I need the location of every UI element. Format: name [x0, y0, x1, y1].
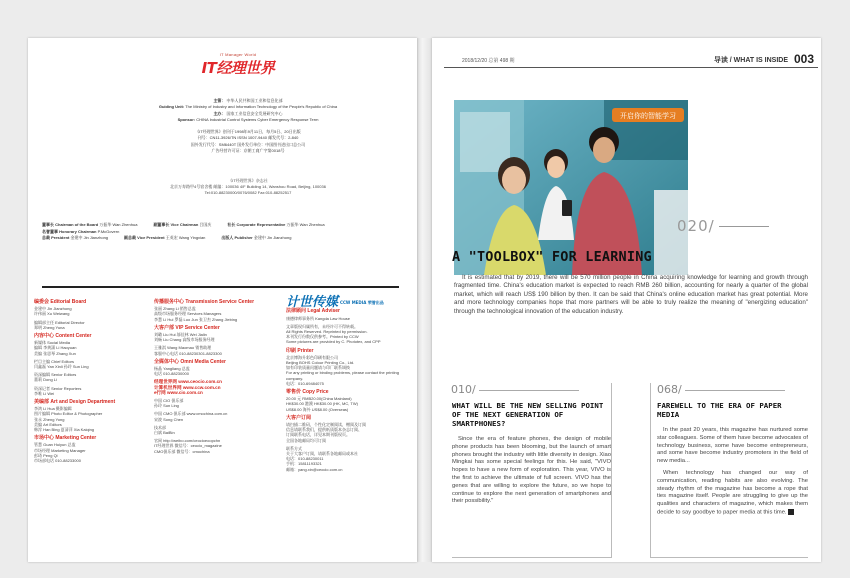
staff-section-title: 法律顾问 Legal Adviser: [286, 308, 340, 315]
staff-item: 刘畅 Liu Chang 高级市场服务经理: [154, 337, 215, 343]
staff-item: 技术部: [154, 424, 166, 430]
board-name: 万振华 Wan Zhenhua: [286, 222, 325, 227]
staff-item: 李唯 Li Wei: [34, 390, 55, 396]
staff-item: 北京博海升彩色印刷有限公司: [286, 354, 338, 360]
photo-banner: 开启你的智能学习: [620, 112, 676, 120]
staff-item: 请扫描二维码，个性化定制阅读，赠阅及订阅: [286, 421, 366, 427]
staff-item: 全国各地邮局均可订阅: [286, 437, 326, 443]
staff-section-title: 美编部 Art and Design Department: [34, 399, 116, 406]
board-name: P.McGovern: [97, 228, 120, 234]
left-page-masthead: [28, 38, 417, 562]
staff-item: 金建中 Jin Jianzhong: [34, 306, 72, 312]
end-mark-icon: [788, 509, 794, 515]
feature-text: It is estimated that by 2019, there will be 570 million people in China acquiring knowledge for learning and growth through fragmented time. China's education market is expected to reach RMB 260 billion, accounting for nearly a quarter of the global market, which will reach US$ 190 billion by then. It can be said that China's online education market has great potential. More and more technology companies hope that more partners will be able to truly realize the meaning of "energizing education" through the technological innovation of the education industry.: [454, 274, 808, 315]
staff-item: 宋波 Song Chen: [154, 416, 184, 422]
website-link: e行网 www.cio.com.cn: [154, 389, 203, 395]
logo-text: IT经理世界: [201, 59, 275, 77]
masthead-text: CHINA Industrial Control Systems Cyber Emergency Response Term: [195, 116, 319, 122]
staff-item: 信息请联系我们，提供纸质版本杂志订阅、: [286, 427, 362, 433]
staff-item: 闫鑫磊 Yan Xinli 孙玲 Sun Ling: [34, 364, 89, 370]
staff-item: 市场经理 Marketing Manager: [34, 447, 86, 453]
board-member: [221, 235, 291, 242]
article-number: 068/: [657, 383, 808, 396]
staff-item: 电话：010-88230011: [286, 456, 324, 462]
staff-section-title: 印刷 Printer: [286, 347, 314, 354]
staff-item: 中国 CMO 俱乐部 www.cmochina.com.cn: [154, 411, 228, 417]
staff-item: US$8.00 海外 US$8.00 (Overseas): [286, 406, 349, 412]
board-member: [227, 222, 324, 229]
staff-item: 邮箱：yang.xin@ceocio.com.cn: [286, 466, 343, 472]
staff-item: 彭琦 Peng Qi: [34, 452, 58, 458]
board-name: 吕国庆: [199, 222, 212, 227]
masthead-info: [98, 98, 398, 154]
staff-section-title: 编委会 Editorial Board: [34, 299, 87, 305]
staff-section-title: 大客户部 VIP Service Center: [154, 324, 220, 331]
website-link: 计算机世界网 www.ccw.com.cn: [154, 384, 221, 390]
publication-info-line: 刊号：CN11-3926/TN ISSN 1007-9440 邮发代号：2-840: [197, 135, 299, 141]
board-member: [153, 222, 211, 229]
staff-section-title: 传播服务中心 Transmission Service Center: [154, 299, 255, 305]
board-role: 社长 Corporate Representative: [227, 222, 287, 227]
staff-item: 王雅淇 Wang Maomao 销售助理: [154, 345, 212, 351]
page-header: [444, 52, 818, 68]
staff-item: 市场部电话 010-88233000: [34, 458, 81, 464]
board-name: 金建中 Jin Jianzhong: [253, 235, 292, 240]
staff-item: 刘璐 Liu Hui 邬佳林 Wei Jialin: [154, 332, 207, 338]
staff-column-3: [286, 295, 406, 472]
staff-item: HK$30.00 港澳 HK$30.00 (HK, MC, TW): [286, 401, 358, 407]
staff-column-2: [154, 300, 266, 454]
staff-item: 管慧 Guan Huiyun 总监: [34, 442, 76, 448]
publication-info-line: 广告经营许可证：京朝工商广字第0018号: [211, 148, 285, 154]
staff-item: 资深记者 Senior Reporters: [34, 385, 82, 391]
masthead-label: Sponsor:: [177, 116, 196, 122]
staff-item: 图片编辑 Photo Editor & Photographer: [34, 411, 103, 417]
staff-item: 张永 Zheng Yong: [34, 416, 65, 422]
board-role: 副总裁 Vice President: [124, 235, 166, 240]
staff-item: IT经理世界 微信号：ceocio_magazine: [154, 443, 222, 449]
staff-item: 许伟丽 Xu Weiwang: [34, 311, 70, 317]
magazine-logo: [183, 52, 293, 78]
page-number: 003: [793, 52, 814, 66]
board-role: 出版人 Publisher: [221, 235, 254, 240]
staff-item: 关于大客户订阅，请联系各地邮局或本社: [286, 450, 358, 456]
staff-item: All Rights Reserved. Reprinted by permission.: [286, 328, 368, 334]
staff-item: 韩淳 Han Bing 夏清萍 Xia Kaiqing: [34, 427, 95, 433]
staff-item: 新媒体 Social Media: [34, 340, 71, 346]
staff-item: 如有印装质量问题请与印厂联系调换: [286, 365, 350, 371]
publisher-line: Tel:010-88230000/0076/0082 Fax:010-88252517: [204, 190, 292, 195]
staff-item: 董莉 Dong Li: [34, 377, 57, 383]
article-text: In the past 20 years, this magazine has nurtured some star colleagues. Some of them have become advocates of technology business, some have become entrepreneurs, and some have become industry promoters in the field of new media...: [657, 427, 808, 465]
publication-info-line: 国外发行代号：SM6440T 国外发行单位：中国图书进出口总公司: [190, 141, 306, 147]
staff-item: 中国 CIO 俱乐部: [154, 398, 184, 404]
staff-item: 文章版权归属所有，未经许可不得转载。: [286, 323, 358, 329]
section-divider: [42, 286, 399, 288]
ccw-media-logo: 计世传媒 CCW MEDIA 荣誉出品: [286, 295, 384, 311]
staff-item: 联系方式: [286, 445, 302, 451]
website-link: 经理世界网 www.ceocio.com.cn: [154, 379, 222, 385]
board-name: 王英宏 Wang Yingxian: [165, 235, 206, 240]
feature-number: 020/: [677, 217, 769, 235]
article-number: 010/: [451, 383, 610, 396]
staff-item: 高级市场服务经理 Services Managers: [154, 311, 222, 317]
publisher-address: [98, 178, 398, 196]
staff-item: 美编 张思琴 Zhang Xun: [34, 350, 76, 356]
article-box-smartphones: [452, 383, 612, 558]
board-role: 副董事长 Vice Chairman: [153, 222, 200, 227]
publisher-line: 北京万寿路甲4号宿舍楼 邮编：100036 4/F Building 14, Wanshou Road, Beijing, 100036: [170, 184, 326, 189]
board-name: 金建中 Jin Jianzhong: [70, 235, 109, 240]
staff-item: Some pictures are provided by C. Phototex, and CPP: [286, 339, 381, 345]
issue-date: 2018/12/20 总第 498 期: [462, 58, 515, 64]
board-role: 总裁 President: [42, 235, 71, 240]
article-title: FAREWELL TO THE ERA OF PAPER MEDIA: [657, 401, 782, 419]
staff-item: 郑明 Zheng Yuna: [34, 324, 65, 330]
staff-item: 官网 http://weibo.com/ceocioeoopchn: [154, 438, 221, 444]
staff-item: 手机：15811193321: [286, 461, 322, 467]
staff-section-title: 零售价 Copy Price: [286, 388, 329, 395]
staff-section-title: 大客户订阅: [286, 414, 312, 421]
staff-item: 电话 010-88230000: [154, 371, 189, 377]
staff-section-title: 全媒体中心 Omni Media Center: [154, 358, 226, 365]
article-text: Since the era of feature phones, the design of mobile phone products has been blooming, but the launch of smart phones brought the industry with little diversity in design. Xiao Mingkai has some special feelings for this. He said, "VIVO hopes to have a new form of exploration. This year, VIVO is the first to achieve the ultimate of full screen. VIVO has the genes that are willing to explore the future, so we hope to continue to explore the next generation of smartphones and their possibility.": [452, 436, 611, 505]
staff-item: 资深编辑 Senior Editors: [34, 372, 77, 378]
staff-item: 编辑部主任 Editorial Director: [34, 319, 85, 325]
staff-item: 电话：010-69484075: [286, 380, 324, 386]
staff-item: 杨晶 Yangliang 总监: [154, 366, 190, 372]
masthead-label: Guiding Unit:: [158, 104, 185, 110]
right-page-contents: [432, 38, 821, 562]
board-member: [42, 235, 108, 242]
publisher-line: 《IT经理世界》杂志社: [228, 178, 268, 183]
staff-item: 栏目主编 Chief Editors: [34, 358, 75, 364]
staff-item: 编辑 李黄潇 Li Haoyuan: [34, 345, 77, 351]
staff-item: 白斌 BaiBin: [154, 430, 175, 436]
staff-item: 李慧 Li Hui 罗磊 Luo Jun 张卫杰 Zhang Jiebing: [154, 316, 238, 322]
staff-section-title: 市场中心 Marketing Center: [34, 435, 97, 442]
masthead-label: 主办：: [213, 110, 226, 116]
masthead-label: 主管：: [213, 98, 226, 103]
section-title: 导读 / WHAT IS INSIDE: [713, 57, 788, 64]
logo-subtitle: IT Manager World: [219, 52, 257, 57]
board-member: [124, 235, 205, 242]
article-text-continued: When technology has changed our way of communication, reading habits are also evolving. The steady rhythm of the magazine has become a rope that ties magazine itself. People are struggling to give up the qualities and characters of magazine, which makes them decide to say goodbye to paper media at this time.: [657, 469, 808, 516]
board-name: 万振华 Wan Zhenhua: [99, 222, 138, 227]
staff-item: 张丽 Zhang Li 销售总监: [154, 306, 196, 312]
staff-item: 康德律师事务所 Kangda Law House: [286, 315, 351, 321]
staff-column-1: [34, 300, 134, 463]
staff-item: CMO俱乐部 微信号：cmochina: [154, 448, 210, 454]
staff-item: 美编 Art Editors: [34, 421, 62, 427]
staff-item: 20.00 元 RMB20.00(China Mainland): [286, 396, 352, 402]
staff-item: For any printing or binding problems, please contact the printing company.: [286, 370, 399, 381]
board-members: [42, 222, 402, 242]
masthead-text: 中华人民共和国工业和信息化部: [225, 98, 283, 103]
magazine-spine: [416, 38, 432, 562]
staff-item: 李鸿 Li Hua 摄影编辑: [34, 406, 72, 412]
staff-item: 订阅联系电话，详见本期刊版权页。: [286, 432, 350, 438]
staff-item: Beijing BOHS Colour Printing Co., Ltd.: [286, 359, 355, 365]
masthead-text: 国家工业信息安全发展研究中心: [225, 110, 283, 116]
article-title: WHAT WILL BE THE NEW SELLING POINT OF THE NEXT GENERATION OF SMARTPHONES?: [452, 401, 604, 428]
feature-title: A "TOOLBOX" FOR LEARNING: [452, 249, 652, 265]
board-role: 董事长 Chairman of the Board: [42, 222, 100, 227]
article-box-paper-media: [650, 383, 808, 558]
board-role: 名誉董事 Honorary Chairman: [42, 228, 98, 234]
staff-item: 本刊发行份数仅供参考。Printed by CCW: [286, 334, 359, 340]
publication-info-line: 《IT经理世界》创刊于1998年9月11日，每月5日、20日出版: [195, 129, 301, 135]
staff-item: 孙玲 Sun Ling: [154, 403, 179, 409]
masthead-text: The Ministry of Industry and Information Technology of the People's Republic of China: [184, 104, 338, 110]
staff-item: 客服中心电话 010-88230301-8823300: [154, 350, 222, 356]
staff-section-title: 内容中心 Content Center: [34, 333, 92, 340]
